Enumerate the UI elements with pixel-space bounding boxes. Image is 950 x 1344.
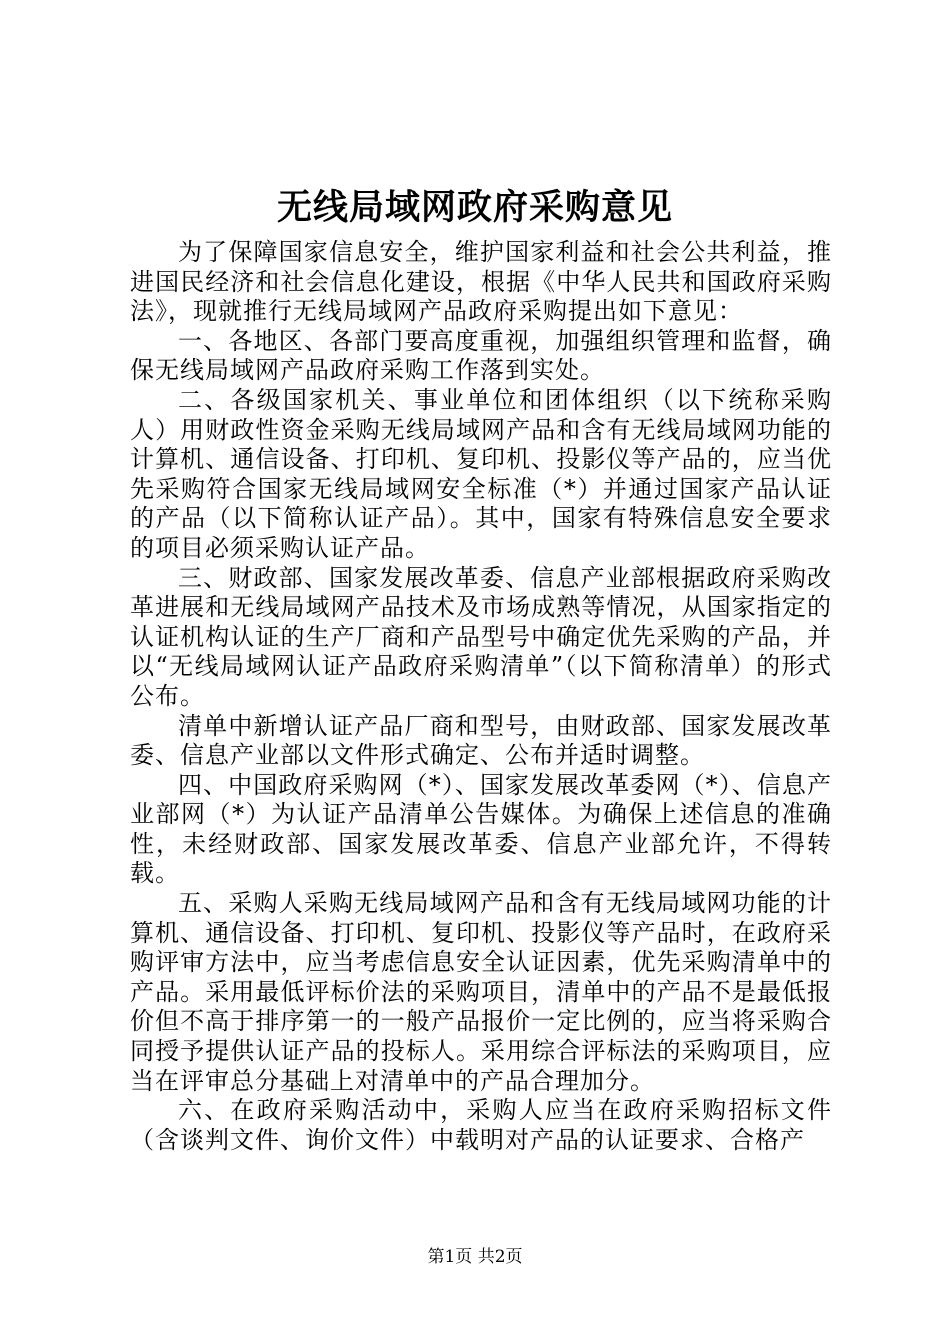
document-body xyxy=(130,238,832,1155)
paragraph-item-4: 四、中国政府采购网（*）、国家发展改革委网（*）、信息产业部网（*）为认证产品清单公告媒体。为确保上述信息的准确性，未经财政部、国家发展改革委、信息产业部允许，不得转载。 xyxy=(130,770,832,888)
page-footer: 第1页 共2页 xyxy=(427,1247,523,1267)
paragraph-item-6: 六、在政府采购活动中，采购人应当在政府采购招标文件（含谈判文件、询价文件）中载明对产品的认证要求、合格产 xyxy=(130,1096,832,1154)
paragraph-item-3: 三、财政部、国家发展改革委、信息产业部根据政府采购改革进展和无线局域网产品技术及市场成熟等情况，从国家指定的认证机构认证的生产厂商和产品型号中确定优先采购的产品，并以“无线局域网认证产品政府采购清单”（以下简称清单）的形式公布。 xyxy=(130,563,832,710)
paragraph-intro: 为了保障国家信息安全，维护国家利益和社会公共利益，推进国民经济和社会信息化建设，根据《中华人民共和国政府采购法》，现就推行无线局域网产品政府采购提出如下意见： xyxy=(130,238,832,326)
paragraph-item-2: 二、各级国家机关、事业单位和团体组织（以下统称采购人）用财政性资金采购无线局域网产品和含有无线局域网功能的计算机、通信设备、打印机、复印机、投影仪等产品的，应当优先采购符合国家无线局域网安全标准（*）并通过国家产品认证的产品（以下简称认证产品）。其中，国家有特殊信息安全要求的项目必须采购认证产品。 xyxy=(130,385,832,562)
paragraph-item-1: 一、各地区、各部门要高度重视，加强组织管理和监督，确保无线局域网产品政府采购工作落到实处。 xyxy=(130,326,832,385)
paragraph-item-5: 五、采购人采购无线局域网产品和含有无线局域网功能的计算机、通信设备、打印机、复印机、投影仪等产品时，在政府采购评审方法中，应当考虑信息安全认证因素，优先采购清单中的产品。采用最低评标价法的采购项目，清单中的产品不是最低报价但不高于排序第一的一般产品报价一定比例的，应当将采购合同授予提供认证产品的投标人。采用综合评标法的采购项目，应当在评审总分基础上对清单中的产品合理加分。 xyxy=(130,889,832,1095)
paragraph-item-3-note: 清单中新增认证产品厂商和型号，由财政部、国家发展改革委、信息产业部以文件形式确定、公布并适时调整。 xyxy=(130,711,832,770)
page-title: 无线局域网政府采购意见 xyxy=(276,187,673,228)
